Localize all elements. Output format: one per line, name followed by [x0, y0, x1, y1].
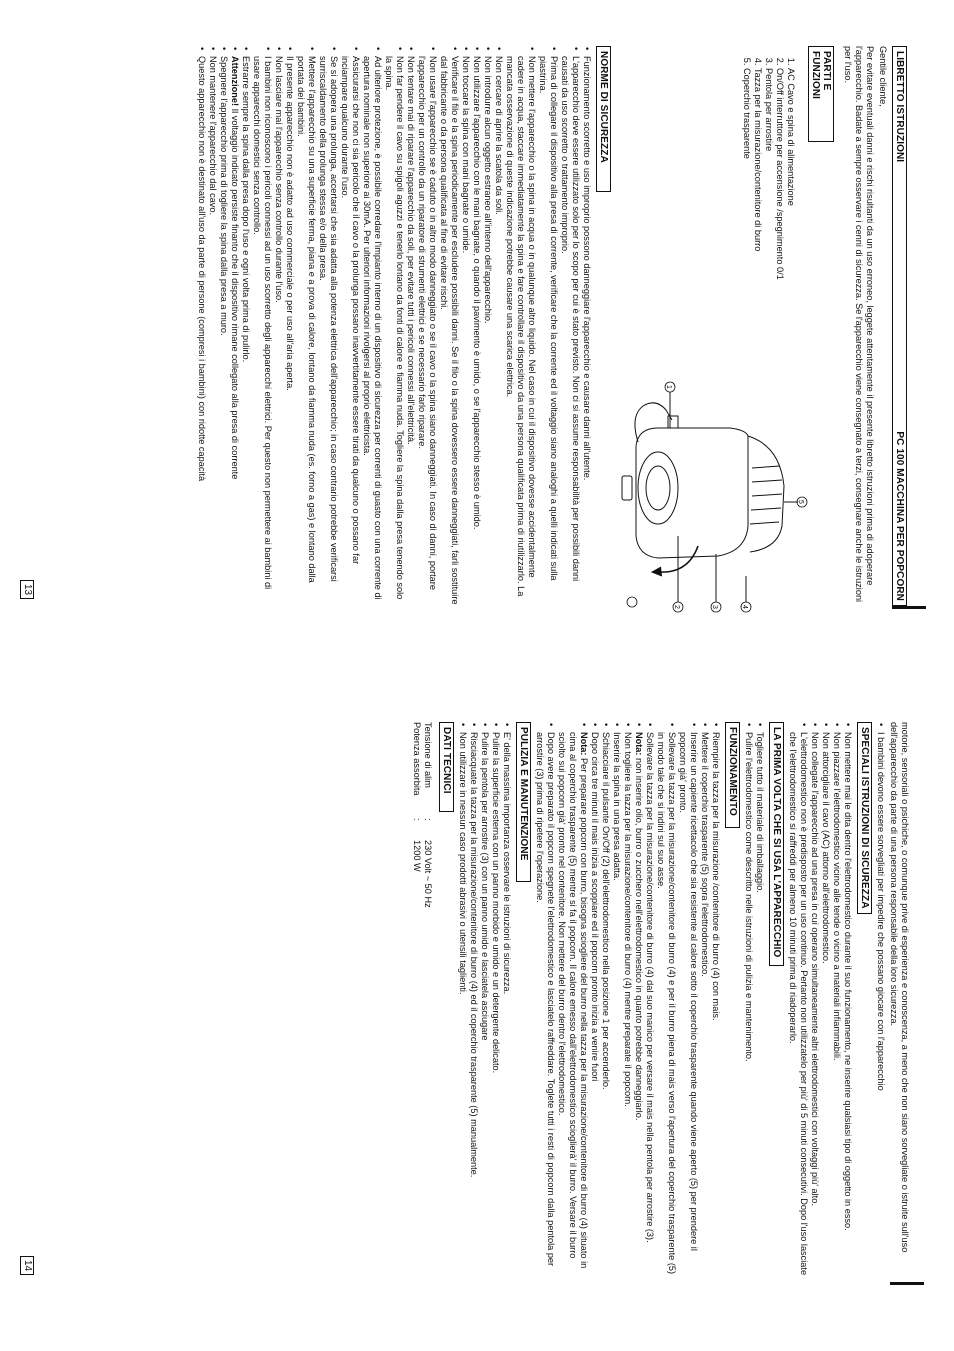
list-item: • Mettere l'apparecchio su una superficie ferma, piana e a prova di calore, lontano da fiamma nuda (es. forno a gas) e lontano dalla portata dei bambini. — [295, 56, 317, 606]
nota-text: Per preparare popcorn con burro, bisogna sciogliere del burro nella tazza per la misurazione/contenitore di burro (4) situato in cima al coperchio trasparente (5) mentre si fa il popcorn. Il calore emesso dall'elettrodomestico scioglierà' il burro. Versare il burro sciolto sui popcorn già' pronto nel contenitore. Non mettere del burro dentro l'elettrodomestico. — [557, 732, 589, 1269]
list-item: • Pulire la pentola per arrostire (3) con un panno umido e lasciatela asciugare — [479, 732, 490, 1282]
product-title: PC 100 MACCHINA PER POPCORN — [894, 431, 905, 601]
list-item: • Non far pendere il cavo su spigoli aguzzi e tenerlo lontano da fonti di calore e fiamma nuda. Togliere la spina dalla presa tenendo solo la spina. — [383, 56, 405, 606]
attention-label: Attenzione! — [230, 56, 240, 107]
page-14-content — [0, 676, 954, 1351]
popcorn-machine-illustration — [608, 376, 808, 616]
list-item: • I bambini non riconoscono i pericoli connessi ad un uso scorretto degli apparecchi elettrici. Per questo non permettere ai bambini di usare apparecchi domestici senza controllo. — [251, 56, 273, 606]
list-item: • Togliere tutto il materiale di imballaggio. — [754, 732, 765, 1282]
list-item: • Non tentare mai di riparare l'apparecchio da soli, per evitare tutti i pericoli connessi all'elettricità. — [405, 56, 416, 606]
list-item: • Non utilizzare in nessun caso prodotti abrasivi o utensili taglienti. — [457, 732, 468, 1282]
callout-3: 3 — [711, 605, 718, 609]
callout-1: 1 — [665, 385, 672, 389]
callout-2: 2 — [673, 605, 680, 609]
tech-data-heading: DATI TECNICI — [439, 722, 454, 812]
list-item: • Riempire la tazza per la misurazione /contenitore di burro (4) con mais. — [710, 732, 721, 1282]
nota-label: Nota: — [634, 732, 644, 756]
list-item: • Pulire la superficie esterna con un panno morbido e umido e un detergente delicato. — [490, 732, 501, 1282]
list-item: • Non collegate l'apparecchio ad una presa in cui operano simultaneamente altri elettrodomestici con voltaggi più' alto. — [809, 732, 820, 1282]
list-item: • Dopo circa tre minuti il mais inizia a scoppiare ed il popcorn pronto inizia a venire fuori — [589, 732, 600, 1282]
parts-list — [741, 46, 796, 368]
part-item: 2. On/Off interruttore per accensione /spegnimento 0/1 — [774, 68, 785, 368]
list-item: • Non utilizzare l'apparecchio con le mani bagnate, o quando il pavimento è umido, o se l'apparecchio stesso è umido. — [471, 56, 482, 606]
list-item: • Estrarre sempre la spina dalla presa dopo l'uso e ogni volta prima di pulirlo. — [240, 56, 251, 606]
list-item: • Non usare l'apparecchio se è caduto o in altro modo danneggiato o se il cavo o la spina siano danneggiati. In caso di danni, portare l'apparecchio per un controllo da un riparatore di strumenti elettrici e se necessario farlo riparare. — [416, 56, 438, 606]
cleaning-heading: PULIZIA E MANUTENZIONE — [516, 722, 531, 882]
tech-separator: : — [412, 818, 422, 821]
list-item: • Risciacquate la tazza per la misurazione/contenitore di burro (4) ed il coperchio trasparente (5) manualmente. — [468, 732, 479, 1282]
attention-text: Il voltaggio indicato persiste finanto che il dispositivo rimane collegato alla presa di corrente — [230, 108, 240, 480]
list-item: • Non lasciare mai l'apparecchio senza controllo durante l'uso. — [273, 56, 284, 606]
tech-separator: : — [423, 818, 433, 821]
part-item: 5. Coperchio trasparente — [741, 68, 752, 368]
list-item: • Questo apparecchio non è destinato all'uso da parte di persone (compresi i bambini) con ridotte capacità — [196, 56, 207, 606]
tech-label: Tensione di alim — [423, 722, 433, 788]
list-item: • Verificare il filo e la spina periodicamente per escludere possibili danni. Se il filo o la spina dovessero essere danneggiati, farli sostituire dal fabbricante o da persona qualificata al fine di evitare rischi. — [438, 56, 460, 606]
list-item: • Ad ulteriore protezione, è possibile corredare l'impianto interno di un dispositivo di sicurezza per correnti di guasto con una corrente di apertura nominale non superiore ai 30mA. Per ulteriori informazioni rivolgersi al proprio elettricista. — [361, 56, 383, 606]
continuation-list — [875, 722, 886, 1282]
cleaning-list — [457, 722, 512, 1282]
tech-row — [422, 722, 433, 1282]
first-use-heading: LA PRIMA VOLTA CHE SI USA L'APPARECCHIO — [769, 722, 784, 966]
list-item: • Schiacciare il pulsante On/Off (2) dell'elettrodomestico nella posizione 1 per accenderlo. — [600, 732, 611, 1282]
list-item: • Non attorcigliare il cavo (AC) attorno all'elettrodomestico. — [820, 732, 831, 1282]
page-14-column — [411, 722, 910, 1282]
list-item: • Il presente apparecchio non è adatto ad uso commerciale o per uso all'aria aperta. — [284, 56, 295, 606]
operation-list — [534, 722, 721, 1282]
list-item: • Dopo avere preparato il popcorn spegnete l'elettrodomestico e lasciatelo raffreddare. Toglete tutti i resti di popcorn dalla pentola per arrostire (3) prima di ripetere l'operazione. — [534, 732, 556, 1282]
parts-section — [614, 46, 804, 609]
list-item: • Non mettere l'apparecchio o la spina in acqua o in qualunque altro liquido. Nel caso in cui il dispositivo dovesse accidentalmente cadere in acqua, staccare immediatamente la spina e fare controllare il dispositivo da una persona qualificata prima di riutilizzarlo. La mancata osservazione di queste indicazione potrebbe causare una scarica elettrica. — [504, 56, 537, 606]
list-item: • Non toccare la spina con mani bagnate o umide. — [460, 56, 471, 606]
safety-heading: NORME DI SICUREZZA — [596, 46, 611, 192]
list-item: • Pulire l'elettrodomestico come descritto nelle istruzioni di pulizia e mantenimento. — [743, 732, 754, 1282]
language-tab-mark — [890, 1282, 924, 1285]
part-item: 1. AC Cavo e spina di alimentazione — [785, 68, 796, 368]
manual-title: LIBRETTO ISTRUZIONI — [894, 51, 905, 163]
first-use-list — [743, 722, 765, 1282]
page-number: 13 — [20, 580, 34, 599]
nota-text: non inserire olio, burro o zucchero nell'elettrodomestico in quanto potrebbe danneggiarlo. — [634, 758, 644, 1121]
greeting: Gentile cliente, — [878, 46, 888, 107]
operation-heading: FUNZIONAMENTO — [725, 722, 740, 828]
list-item — [633, 732, 644, 1282]
list-item: • Prima di collegare il dispositivo alla presa di corrente, verificare che la corrente ed il voltaggio siano analoghi a quelli indicati sulla piastrina. — [537, 56, 559, 606]
list-item: • Funzionamento scorretto e uso improprio possono danneggiare l'apparecchio e causare danni all'utente. — [581, 56, 592, 606]
nota-label: Nota: — [579, 732, 589, 756]
list-item: • Spegnere l'apparecchio prima di togliere la spina dalla presa a muro. — [218, 56, 229, 606]
tech-value: 230 Volt ~ 50 Hz — [423, 840, 433, 908]
list-item: • Non mantenere l'apparecchio dal cavo. — [207, 56, 218, 606]
safety-list — [196, 46, 592, 606]
list-item: • Inserire la spina in una presa adatta. — [611, 732, 622, 1282]
page-14 — [0, 676, 954, 1351]
list-item: • Se si adopera una prolunga, accertarsi che sia adatta alla potenza elettrica dell'apparecchio; in caso contrario potrebbe verificarsi surriscaldamento della prolunga stessa e/o della presa. — [317, 56, 339, 606]
list-item: • L'apparecchio deve essere utilizzato solo per lo scopo per cui è stato previsto. Non ci si assume responsabilità per possibili danni causati da uso scorretto o trattamento improprio. — [559, 56, 581, 606]
list-item: • Assicurarsi che non ci sia pericolo che il cavo o la prolunga possano inavvertitamente essere tirati da qualcuno o possano far inciampare qualcuno durante l'uso. — [339, 56, 361, 606]
callout-4: 4 — [741, 605, 748, 609]
tech-data-table — [411, 722, 433, 1282]
list-item: • Inserire un capiente ricettacolo che sia resistente al calore sotto il coperchio trasparente quando viene aperto (5) per prendere il popcorn già' pronto. — [677, 732, 699, 1282]
list-item: • L'elettrodomestico non è predisposto per un uso continuo. Pertanto non utilizzatelo per più' di 5 minuti consecutivi. Dopo l'uso lasciate che l'elettrodomestico si raffreddi per almeno 10 minuti prima di riadoperarlo. — [787, 732, 809, 1282]
list-item: • I bambini devono essere sorvegliati per impedire che possano giocare con l'apparecchio — [875, 732, 886, 1282]
page-number: 14 — [20, 1256, 34, 1275]
tech-row — [411, 722, 422, 1282]
intro-paragraph: Per evitare eventuali danni e rischi risultanti da un uso erroneo, leggete attentamente il presente libretto istruzioni prima di adoperare l'apparecchio. Badate a sempre osservare i cenni di sicurezza. Se l'apparecchio viene consegnato a terzi, consegnare anche le istruzioni per l'uso. — [843, 46, 875, 603]
callout-5: 5 — [797, 500, 804, 504]
continuation-paragraph: motorie, sensoriali o psichiche, o comunque prive di esperienza e conoscenza, a meno che non siano sorvegliate o istruite sull'uso dell'apparecchio da parte di una persona responsabile della loro sicurezza. — [889, 722, 910, 1253]
list-item: • Sollevare la tazza per la misurazione/contenitore di burro (4) e per il burro piena di mais verso l'apertura del coperchio trasparente (5) in modo tale che si indini sul suo asse. — [655, 732, 677, 1282]
list-item: • Non piazzare l'elettrodomestico vicino alle tende o vicino a materiali infiammabili. — [831, 732, 842, 1282]
language-tab-mark — [892, 606, 926, 609]
list-item: • Mettere il coperchio trasparente (5) sopra l'elettrodomestico. — [699, 732, 710, 1282]
parts-heading: PARTI E FUNZIONI — [808, 46, 834, 142]
list-item: • Non mettere mai le dita dentro l'elettrodomestico durante il suo funzionamento, ne inserire qualsiasi tipo di oggetto in esso. — [842, 732, 853, 1282]
part-item: 4. Tazza per la misurazione/contenitore di burro — [752, 68, 763, 368]
list-item — [556, 732, 589, 1282]
part-item: 3. Pentola per arrostire — [763, 68, 774, 368]
special-safety-heading: SPECIALI ISTRUZIONI DI SICUREZZA — [857, 722, 872, 914]
list-item: • Non cercare di aprire la scatola da soli. — [493, 56, 504, 606]
page-13-column — [193, 46, 910, 609]
manual-header — [892, 46, 907, 606]
list-item: • Sollevare la tazza per la misurazione/contenitore di burro (4) dal suo manico per versare il mais nella pentola per arrostire (3). — [644, 732, 655, 1282]
tech-value: 1200 W — [412, 840, 422, 872]
list-item: • Non introdurre alcun oggetto estraneo all'interno dell'apparecchio. — [482, 56, 493, 606]
list-item: • Non togliere la tazza per la misurazione/contenitore di burro (4) mentre preparate il popcorn. — [622, 732, 633, 1282]
list-item — [229, 56, 240, 606]
list-item: • E' della massima importanza osservare le istruzioni di sicurezza. — [501, 732, 512, 1282]
special-safety-list — [787, 722, 853, 1282]
tech-label: Potenza assorbita — [412, 722, 422, 796]
